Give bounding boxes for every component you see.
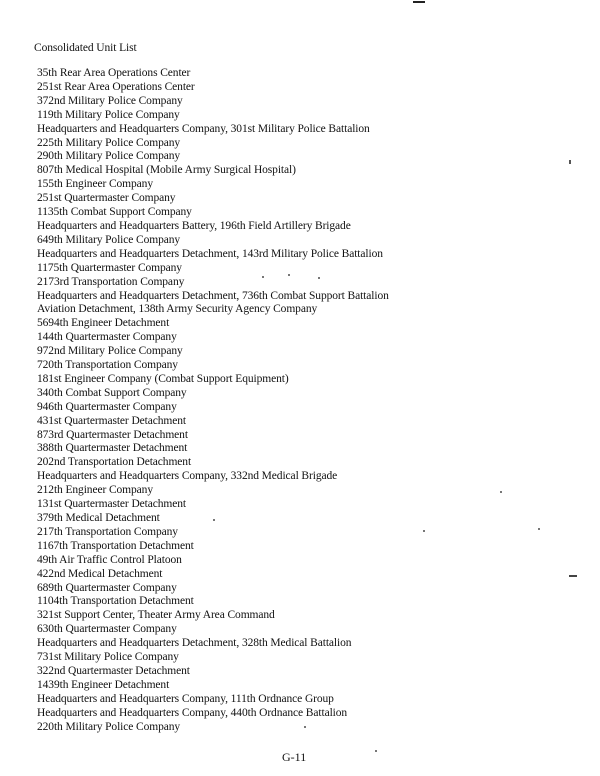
unit-list-item: 220th Military Police Company — [37, 720, 181, 733]
unit-list-item: 731st Military Police Company — [37, 651, 179, 664]
unit-list — [37, 67, 389, 735]
unit-list-item: 630th Quartermaster Company — [37, 623, 177, 636]
unit-list-item: Headquarters and Headquarters Detachment, 328th Medical Battalion — [37, 637, 352, 650]
unit-list-item: 340th Combat Support Company — [37, 386, 187, 399]
unit-list-item: 379th Medical Detachment — [37, 512, 160, 524]
unit-list-item: 251st Quartermaster Company — [37, 192, 176, 205]
unit-list-item: 290th Military Police Company — [37, 150, 181, 163]
unit-list-item: 5694th Engineer Detachment — [37, 317, 170, 330]
scan-speck — [500, 491, 502, 493]
scan-speck — [375, 750, 377, 752]
unit-list-item: 807th Medical Hospital (Mobile Army Surgical Hospital) — [37, 164, 296, 177]
unit-list-item: 217th Transportation Company — [37, 525, 178, 538]
unit-list-item: Headquarters and Headquarters Company, 440th Ordnance Battalion — [37, 706, 348, 719]
unit-list-item: 720th Transportation Company — [37, 359, 178, 372]
unit-list-item: 321st Support Center, Theater Army Area Command — [37, 609, 275, 622]
unit-list-item: Headquarters and Headquarters Company, 332nd Medical Brigade — [37, 470, 338, 483]
scan-artifact-mark — [569, 575, 577, 577]
unit-list-item: 322nd Quartermaster Detachment — [37, 664, 190, 677]
page-number: G-11 — [282, 750, 307, 764]
unit-list-item: Headquarters and Headquarters Company, 301st Military Police Battalion — [37, 122, 370, 135]
unit-list-item: Headquarters and Headquarters Battery, 196th Field Artillery Brigade — [37, 219, 351, 232]
unit-list-item: 155th Engineer Company — [37, 178, 153, 191]
unit-list-item: 372nd Military Police Company — [37, 94, 183, 107]
unit-list-item: 388th Quartermaster Detachment — [37, 442, 188, 455]
unit-list-item: 251st Rear Area Operations Center — [37, 80, 195, 93]
unit-list-item: Headquarters and Headquarters Detachment, 143rd Military Police Battalion — [37, 247, 383, 260]
document-title: Consolidated Unit List — [34, 42, 137, 54]
unit-list-item: 2173rd Transportation Company — [37, 275, 185, 288]
unit-list-item: 972nd Military Police Company — [37, 345, 183, 358]
scan-artifact-mark — [413, 1, 425, 3]
unit-list-item: 946th Quartermaster Company — [37, 400, 177, 413]
unit-list-item: 873rd Quartermaster Detachment — [37, 428, 188, 441]
unit-list-item: 49th Air Traffic Control Platoon — [37, 553, 182, 566]
unit-list-item: 649th Military Police Company — [37, 233, 181, 246]
unit-list-item: Aviation Detachment, 138th Army Security Agency Company — [37, 303, 318, 316]
unit-list-item: 202nd Transportation Detachment — [37, 456, 192, 469]
unit-list-item: 212th Engineer Company — [37, 484, 153, 497]
scan-speck — [423, 530, 425, 532]
unit-list-item: Headquarters and Headquarters Detachment, 736th Combat Support Battalion — [37, 289, 389, 302]
scan-speck — [538, 528, 540, 530]
unit-list-item: 225th Military Police Company — [37, 136, 181, 149]
unit-list-item: 35th Rear Area Operations Center — [37, 67, 191, 79]
unit-list-item: 131st Quartermaster Detachment — [37, 498, 186, 511]
unit-list-item: Headquarters and Headquarters Company, 111th Ordnance Group — [37, 692, 334, 705]
unit-list-item: 1439th Engineer Detachment — [37, 678, 170, 691]
unit-list-item: 181st Engineer Company (Combat Support Equipment) — [37, 372, 289, 385]
unit-list-item: 689th Quartermaster Company — [37, 581, 177, 594]
unit-list-item: 422nd Medical Detachment — [37, 567, 163, 580]
unit-list-item: 1167th Transportation Detachment — [37, 539, 194, 552]
scan-artifact-mark — [569, 160, 571, 164]
unit-list-item: 1175th Quartermaster Company — [37, 261, 182, 274]
unit-list-item: 119th Military Police Company — [37, 108, 180, 121]
unit-list-item: 431st Quartermaster Detachment — [37, 414, 186, 427]
unit-list-item: 1135th Combat Support Company — [37, 206, 192, 219]
unit-list-item: 1104th Transportation Detachment — [37, 595, 194, 608]
unit-list-item: 144th Quartermaster Company — [37, 331, 177, 344]
